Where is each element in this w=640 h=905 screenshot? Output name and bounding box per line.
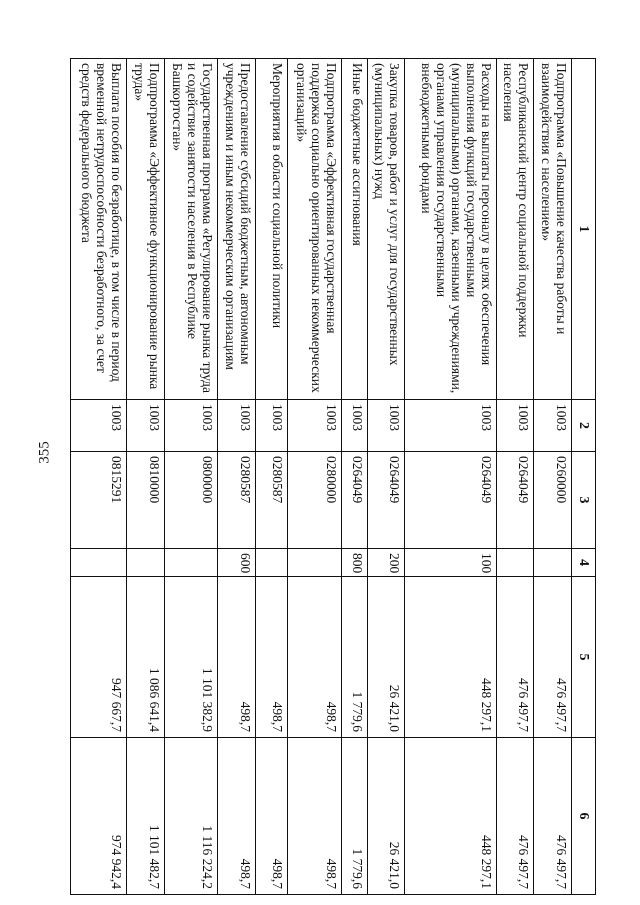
row-amount-6: 498,7: [218, 738, 256, 895]
table-row: [534, 59, 572, 895]
row-target-article: 0800000: [164, 452, 218, 549]
row-expense-type: 200: [367, 549, 405, 577]
row-expense-type: 600: [218, 549, 256, 577]
row-expense-type: 100: [405, 549, 496, 577]
header-cell-1: 1: [572, 59, 596, 400]
row-amount-6: 498,7: [288, 738, 342, 895]
row-section: 1003: [71, 400, 127, 452]
row-expense-type: [288, 549, 342, 577]
header-cell-3: 3: [572, 452, 596, 549]
row-section: 1003: [534, 400, 572, 452]
row-amount-5: 1 779,6: [341, 577, 367, 738]
table-row: [496, 59, 534, 895]
row-section: 1003: [164, 400, 218, 452]
row-section: 1003: [288, 400, 342, 452]
header-row: [572, 59, 596, 895]
row-amount-6: 1 116 224,2: [164, 738, 218, 895]
row-section: 1003: [218, 400, 256, 452]
row-amount-6: 476 497,7: [496, 738, 534, 895]
row-amount-5: 498,7: [288, 577, 342, 738]
row-amount-5: 498,7: [218, 577, 256, 738]
table-row: [218, 59, 256, 895]
row-target-article: 0264049: [405, 452, 496, 549]
row-target-article: 0280587: [255, 452, 287, 549]
row-expense-type: [126, 549, 164, 577]
row-amount-5: 476 497,7: [496, 577, 534, 738]
row-amount-6: 1 779,6: [341, 738, 367, 895]
row-target-article: 0280000: [288, 452, 342, 549]
row-expense-type: 800: [341, 549, 367, 577]
row-target-article: 0260000: [534, 452, 572, 549]
row-target-article: 0264049: [341, 452, 367, 549]
budget-table: [70, 58, 596, 895]
header-cell-5: 5: [572, 577, 596, 738]
row-name: Республиканский центр социальной поддержки населения: [496, 59, 534, 400]
table-row: [341, 59, 367, 895]
row-section: 1003: [405, 400, 496, 452]
row-name: Предоставление субсидий бюджетным, автономным учреждениям и иным некоммерческим организациям: [218, 59, 256, 400]
row-amount-5: 1 101 382,9: [164, 577, 218, 738]
row-amount-6: 974 942,4: [71, 738, 127, 895]
header-cell-4: 4: [572, 549, 596, 577]
row-amount-6: 476 497,7: [534, 738, 572, 895]
row-target-article: 0264049: [367, 452, 405, 549]
row-target-article: 0280587: [218, 452, 256, 549]
table-row: [164, 59, 218, 895]
row-amount-5: 498,7: [255, 577, 287, 738]
row-amount-6: 26 421,0: [367, 738, 405, 895]
row-amount-6: 1 101 482,7: [126, 738, 164, 895]
row-name: Подпрограмма «Эффективное функционирование рынка труда»: [126, 59, 164, 400]
row-amount-6: 498,7: [255, 738, 287, 895]
table-row: [405, 59, 496, 895]
row-target-article: 0264049: [496, 452, 534, 549]
row-name: Выплата пособия по безработице, в том числе в период временной нетрудоспособности безработного, за счет средств федерального бюджета: [71, 59, 127, 400]
header-cell-2: 2: [572, 400, 596, 452]
row-section: 1003: [496, 400, 534, 452]
row-name: Иные бюджетные ассигнования: [341, 59, 367, 400]
row-amount-5: 26 421,0: [367, 577, 405, 738]
row-amount-5: 947 667,7: [71, 577, 127, 738]
row-name: Государственная программа «Регулирование рынка труда и содействие занятости населения в Республике Башкортостан»: [164, 59, 218, 400]
table-row: [367, 59, 405, 895]
row-section: 1003: [341, 400, 367, 452]
row-target-article: 0815291: [71, 452, 127, 549]
row-amount-6: 448 297,1: [405, 738, 496, 895]
table-row: [288, 59, 342, 895]
row-name: Мероприятия в области социальной политики: [255, 59, 287, 400]
page-number: 355: [36, 441, 53, 464]
rotated-table-wrapper: [70, 58, 596, 894]
table-row: [126, 59, 164, 895]
row-expense-type: [71, 549, 127, 577]
row-amount-5: 1 086 641,4: [126, 577, 164, 738]
row-expense-type: [164, 549, 218, 577]
row-name: Закупка товаров, работ и услуг для государственных (муниципальных) нужд: [367, 59, 405, 400]
row-target-article: 0810000: [126, 452, 164, 549]
row-section: 1003: [255, 400, 287, 452]
row-amount-5: 448 297,1: [405, 577, 496, 738]
row-name: Подпрограмма «Повышение качества работы и взаимодействия с населением»: [534, 59, 572, 400]
row-name: Расходы на выплаты персоналу в целях обеспечения выполнения функций государственными (муниципальными) органами, казенными учреждениями, органами управления государственными внебюджетными фондами: [405, 59, 496, 400]
row-expense-type: [534, 549, 572, 577]
row-section: 1003: [367, 400, 405, 452]
row-amount-5: 476 497,7: [534, 577, 572, 738]
row-section: 1003: [126, 400, 164, 452]
row-expense-type: [496, 549, 534, 577]
row-name: Подпрограмма «Эффективная государственная поддержка социально ориентированных некоммерческих организаций»: [288, 59, 342, 400]
table-row: [255, 59, 287, 895]
table-row: [71, 59, 127, 895]
row-expense-type: [255, 549, 287, 577]
header-cell-6: 6: [572, 738, 596, 895]
